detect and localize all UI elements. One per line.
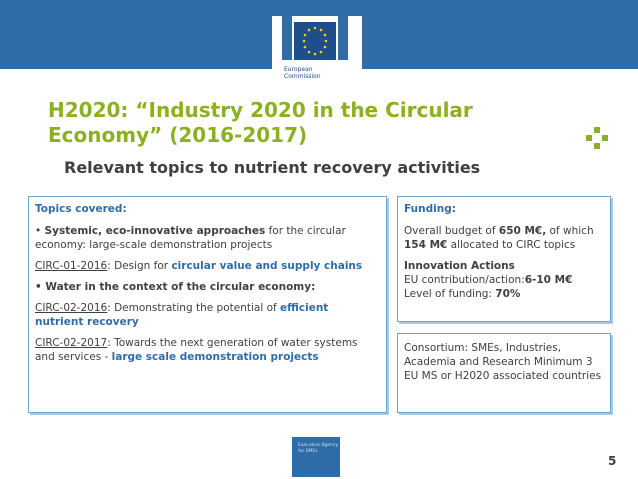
page-number: 5 xyxy=(608,454,617,468)
topics-box xyxy=(28,196,387,413)
title-line2: Economy” (2016-2017) xyxy=(48,123,308,147)
code-circ-01-2016: CIRC-01-2016 xyxy=(35,260,108,272)
logo-text-line1: European xyxy=(284,66,313,73)
code-circ-02-2017: CIRC-02-2017 xyxy=(35,337,108,349)
funding-box xyxy=(397,196,611,322)
logo-text-line2: Commission xyxy=(284,73,321,80)
topic-circ-02-2017: CIRC-02-2017: Towards the next generation of water systems and services - large scale demonstration projects xyxy=(35,337,358,363)
consortium-text: Consortium: SMEs, Industries, Academia and Research Minimum 3 EU MS or H2020 associated countries xyxy=(404,342,602,382)
topics-heading: Topics covered: xyxy=(35,203,127,215)
code-circ-02-2016: CIRC-02-2016 xyxy=(35,302,108,314)
title-line1: H2020: “Industry 2020 in the Circular xyxy=(48,98,473,122)
consortium-box xyxy=(397,333,611,413)
easme-agency-logo: Executive Agency for SMEs xyxy=(292,437,340,477)
page-subtitle: Relevant topics to nutrient recovery activities xyxy=(64,158,481,177)
european-commission-logo xyxy=(272,16,362,88)
funding-level: Level of funding: 70% xyxy=(404,288,521,300)
molecule-icon xyxy=(585,126,609,150)
berlaymont-building-icon xyxy=(278,16,352,60)
page-title xyxy=(48,98,548,148)
topic-water: • Water in the context of the circular economy: xyxy=(35,281,316,293)
eu-contribution: EU contribution/action:6-10 M€ xyxy=(404,274,573,286)
topic-systemic: • Systemic, eco-innovative approaches for the circular economy: large-scale demonstration projects xyxy=(35,225,346,251)
funding-budget: Overall budget of 650 M€, of which 154 M€ allocated to CIRC topics xyxy=(404,225,594,251)
funding-heading: Funding: xyxy=(404,203,456,215)
topic-circ-01-2016: CIRC-01-2016: Design for circular value and supply chains xyxy=(35,260,363,272)
innovation-actions-heading: Innovation Actions xyxy=(404,260,515,272)
topic-circ-02-2016: CIRC-02-2016: Demonstrating the potential of efficient nutrient recovery xyxy=(35,302,329,328)
